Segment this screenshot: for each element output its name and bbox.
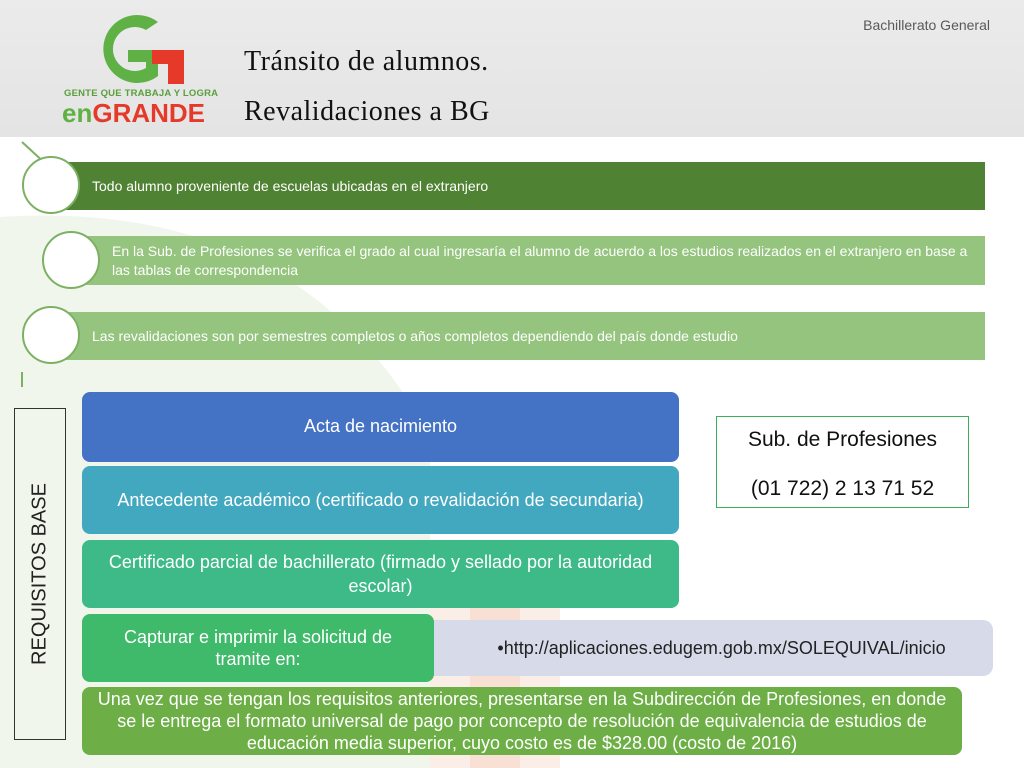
bullet-circle-3 <box>22 306 80 364</box>
contact-box <box>716 416 969 508</box>
process-item-3: Las revalidaciones son por semestres completos o años completos dependiendo del país donde estudio <box>52 312 985 360</box>
req-acta: Acta de nacimiento <box>82 392 679 462</box>
req-certificado: Certificado parcial de bachillerato (firmado y sellado por la autoridad escolar) <box>82 540 679 608</box>
bullet-icon: • <box>497 637 504 658</box>
solequival-link[interactable]: http://aplicaciones.edugem.gob.mx/SOLEQUIVAL/inicio <box>503 637 946 658</box>
bullet-circle-2 <box>42 231 100 289</box>
bullet-circle-1 <box>22 156 80 214</box>
process-item-2: En la Sub. de Profesiones se verifica el grado al cual ingresaría el alumno de acuerdo a los estudios realizados en el extranjero en base a las tablas de correspondencia <box>86 236 985 285</box>
final-note: Una vez que se tengan los requisitos anteriores, presentarse en la Subdirección de Profesiones, en donde se le entrega el formato universal de pago por concepto de resolución de equivalencia de estudios de educación media superior, cuyo costo es de $328.00 (costo de 2016) <box>82 687 962 755</box>
section-label: Bachillerato General <box>863 17 990 33</box>
process-item-1: Todo alumno proveniente de escuelas ubicadas en el extranjero <box>52 162 985 210</box>
logo-wordmark <box>62 99 205 127</box>
page-title-line1: Tránsito de alumnos. <box>244 46 489 77</box>
requisitos-label: REQUISITOS BASE <box>28 483 51 665</box>
page-title-line2: Revalidaciones a BG <box>244 96 490 127</box>
logo-tagline: GENTE QUE TRABAJA Y LOGRA <box>64 88 219 99</box>
req-antecedente: Antecedente académico (certificado o revalidación de secundaria) <box>82 466 679 534</box>
header-band <box>0 0 1024 137</box>
logo-word-grande: GRANDE <box>92 98 206 128</box>
url-box <box>420 620 993 676</box>
logo-word-en: en <box>62 98 93 128</box>
g-logo-icon <box>62 8 222 93</box>
contact-office: Sub. de Profesiones <box>747 428 938 451</box>
contact-phone: (01 722) 2 13 71 52 <box>750 477 935 500</box>
req-capturar: Capturar e imprimir la solicitud de tramite en: <box>82 614 434 682</box>
